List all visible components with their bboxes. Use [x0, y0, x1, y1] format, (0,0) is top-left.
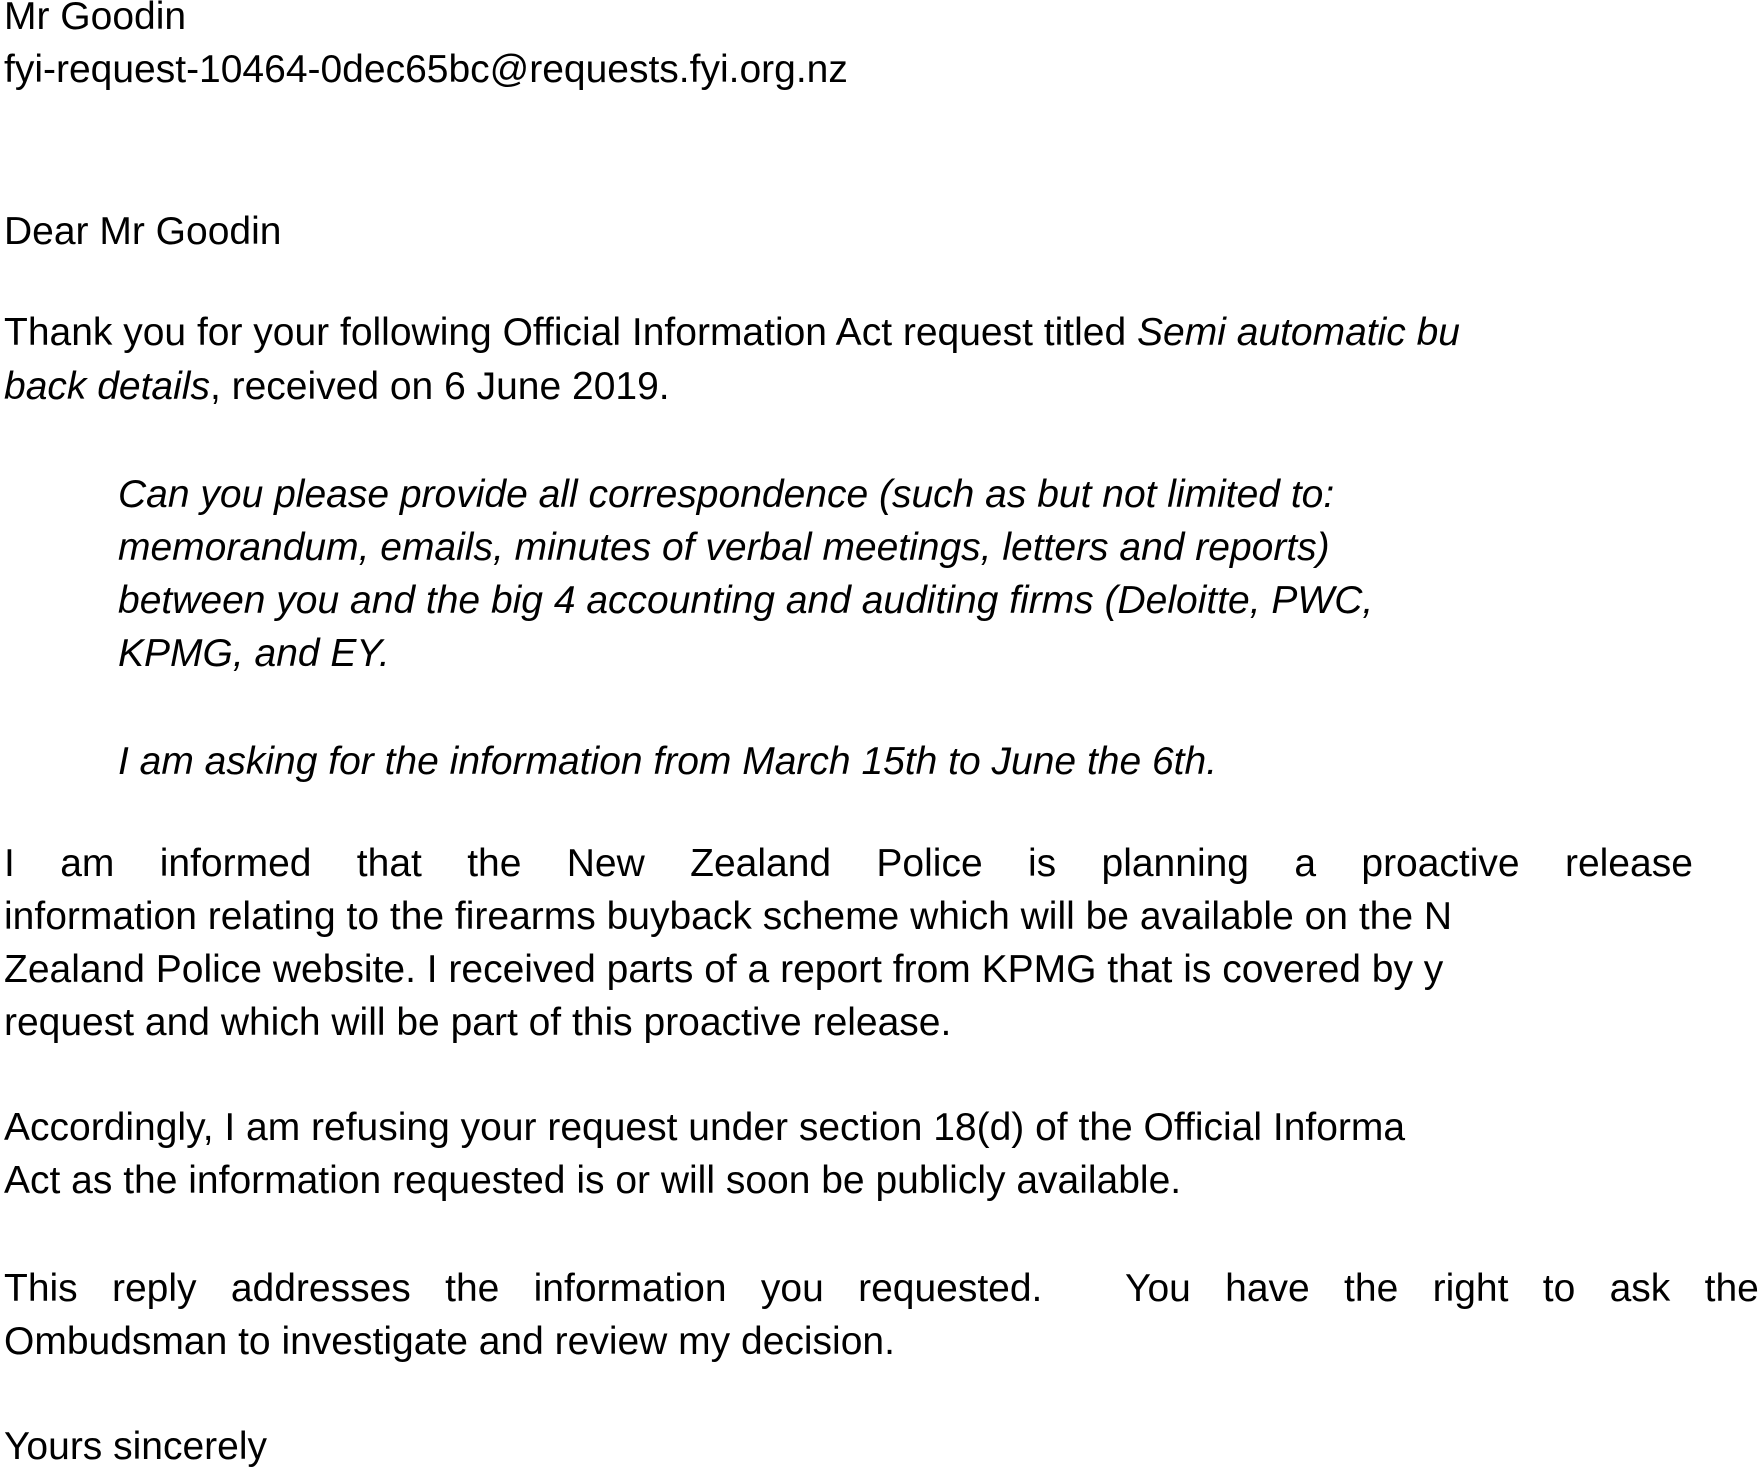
- rights-line-2: Ombudsman to investigate and review my decision.: [4, 1320, 895, 1363]
- word: I: [4, 842, 15, 885]
- word: Police: [876, 842, 983, 885]
- release-line-3: Zealand Police website. I received parts of a report from KPMG that is covered by y: [4, 948, 1444, 991]
- word: to: [1542, 1267, 1576, 1310]
- word: informed: [159, 842, 312, 885]
- word: the: [1344, 1267, 1399, 1310]
- word: requested.: [858, 1267, 1043, 1310]
- word: the: [445, 1267, 500, 1310]
- quoted-date-range: I am asking for the information from March 15th to June the 6th.: [118, 740, 1218, 783]
- release-line-1: [4, 837, 1693, 890]
- word: ask: [1609, 1267, 1671, 1310]
- word: that: [356, 842, 422, 885]
- closing: Yours sincerely: [4, 1425, 268, 1468]
- word: planning: [1101, 842, 1249, 885]
- word: have: [1225, 1267, 1310, 1310]
- word: proactive: [1361, 842, 1520, 885]
- quoted-request-line-2: memorandum, emails, minutes of verbal meetings, letters and reports): [118, 526, 1330, 569]
- salutation: Dear Mr Goodin: [4, 210, 282, 253]
- word: a: [1294, 842, 1317, 885]
- word: the: [1704, 1267, 1759, 1310]
- word: You: [1125, 1267, 1191, 1310]
- intro-prefix: Thank you for your following Official Information Act request titled: [4, 311, 1137, 354]
- rights-line-1: [4, 1262, 1759, 1315]
- spacer: [1077, 1262, 1091, 1315]
- word: you: [760, 1267, 824, 1310]
- recipient-name: Mr Goodin: [4, 0, 187, 38]
- quoted-request-line-3: between you and the big 4 accounting and auditing firms (Deloitte, PWC,: [118, 579, 1374, 622]
- word: is: [1028, 842, 1057, 885]
- word: release: [1564, 842, 1693, 885]
- word: New: [566, 842, 645, 885]
- release-line-4: request and which will be part of this proactive release.: [4, 1001, 952, 1044]
- word: information: [533, 1267, 727, 1310]
- intro-line-1: [4, 306, 1460, 359]
- recipient-email: fyi-request-10464-0dec65bc@requests.fyi.org.nz: [4, 48, 848, 91]
- word: addresses: [230, 1267, 411, 1310]
- word: am: [60, 842, 115, 885]
- word: the: [467, 842, 522, 885]
- release-line-2: information relating to the firearms buyback scheme which will be available on the N: [4, 895, 1453, 938]
- word: reply: [112, 1267, 197, 1310]
- refusal-line-1: Accordingly, I am refusing your request under section 18(d) of the Official Informa: [4, 1106, 1406, 1149]
- word: right: [1432, 1267, 1509, 1310]
- intro-suffix: , received on 6 June 2019.: [209, 365, 670, 408]
- request-title-part-1: Semi automatic bu: [1137, 311, 1460, 354]
- refusal-line-2: Act as the information requested is or will soon be publicly available.: [4, 1159, 1182, 1202]
- request-title-part-2: back details: [4, 365, 210, 408]
- intro-line-2: [4, 360, 670, 413]
- word: This: [4, 1267, 78, 1310]
- word: Zealand: [690, 842, 832, 885]
- quoted-request-line-4: KPMG, and EY.: [118, 632, 390, 675]
- quoted-request-line-1: Can you please provide all correspondence (such as but not limited to:: [118, 473, 1335, 516]
